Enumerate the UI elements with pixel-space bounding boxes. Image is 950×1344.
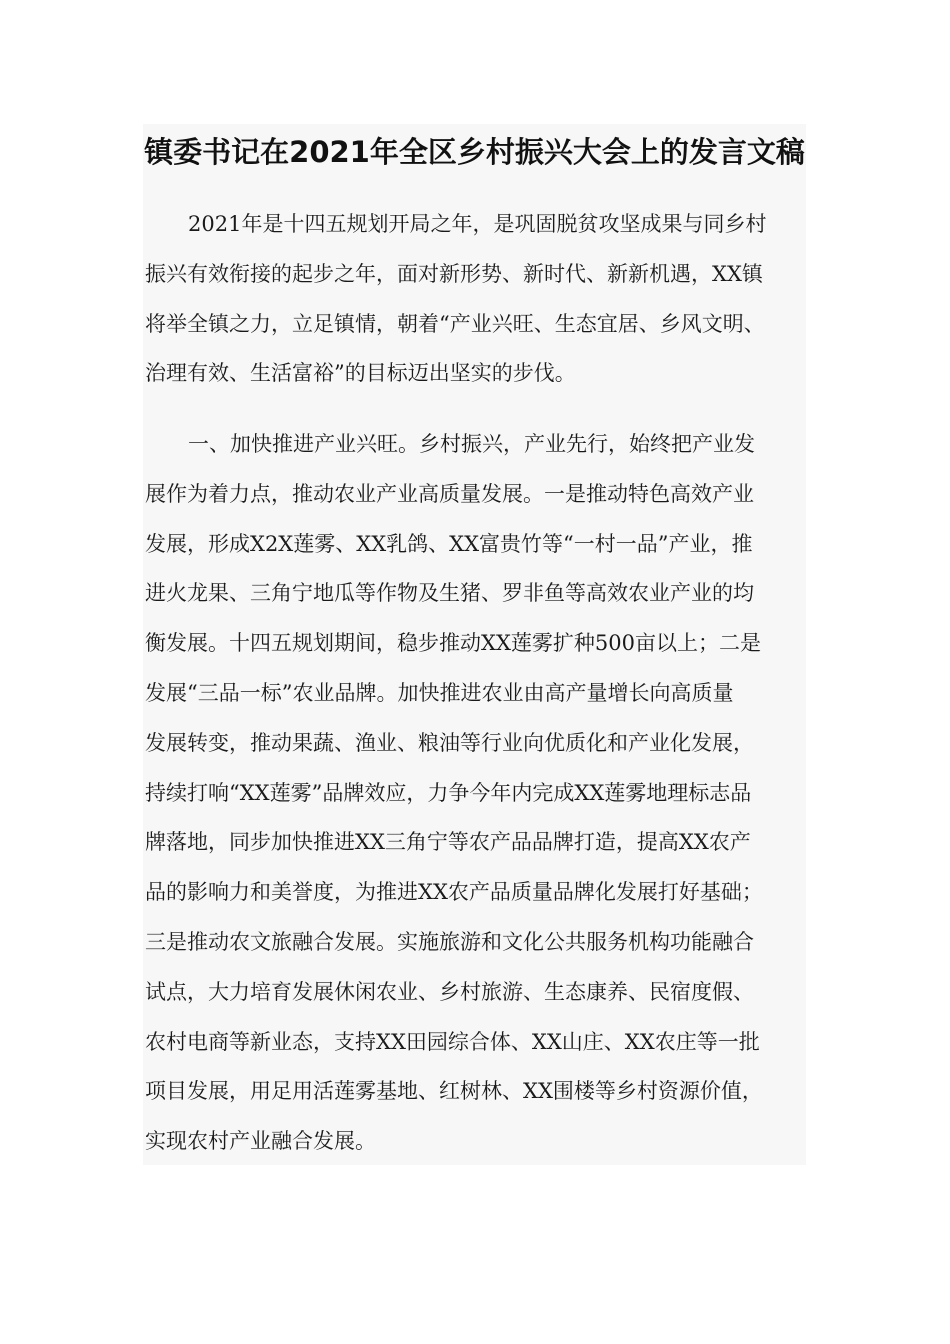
text-line: 振兴有效衔接的起步之年，面对新形势、新时代、新新机遇，XX镇 bbox=[145, 261, 763, 286]
paragraph-intro bbox=[145, 200, 815, 399]
text-line: 发展“三品一标”农业品牌。加快推进农业由高产量增长向高质量 bbox=[145, 680, 734, 705]
text-line: 农村电商等新业态，支持XX田园综合体、XX山庄、XX农庄等一批 bbox=[145, 1029, 760, 1054]
text-line: 试点，大力培育发展休闲农业、乡村旅游、生态康养、民宿度假、 bbox=[145, 979, 754, 1004]
text-line: 三是推动农文旅融合发展。实施旅游和文化公共服务机构功能融合 bbox=[145, 929, 754, 954]
text-line: 实现农村产业融合发展。 bbox=[145, 1129, 376, 1154]
text-line: 衡发展。十四五规划期间，稳步推动XX莲雾扩种500亩以上；二是 bbox=[145, 631, 761, 656]
text-line: 持续打响“XX莲雾”品牌效应，力争今年内完成XX莲雾地理标志品 bbox=[145, 780, 752, 805]
text-line: 品的影响力和美誉度，为推进XX农产品质量品牌化发展打好基础； bbox=[145, 880, 763, 905]
text-line: 发展，形成X2X莲雾、XX乳鸽、XX富贵竹等“一村一品”产业，推 bbox=[145, 531, 753, 556]
text-line: 展作为着力点，推动农业产业高质量发展。一是推动特色高效产业 bbox=[145, 481, 754, 506]
text-line: 发展转变，推动果蔬、渔业、粮油等行业向优质化和产业化发展， bbox=[145, 730, 754, 755]
text-line: 治理有效、生活富裕”的目标迈出坚实的步伐。 bbox=[145, 361, 576, 386]
paragraph-industry bbox=[145, 420, 815, 1167]
text-line: 2021年是十四五规划开局之年，是巩固脱贫攻坚成果与同乡村 bbox=[188, 212, 767, 236]
text-line: 牌落地，同步加快推进XX三角宁等农产品品牌打造，提高XX农产 bbox=[145, 830, 751, 855]
document-title: 镇委书记在2021年全区乡村振兴大会上的发言文稿 bbox=[144, 135, 805, 169]
text-line: 项目发展，用足用活莲雾基地、红树林、XX围楼等乡村资源价值， bbox=[145, 1079, 763, 1104]
text-line: 一、加快推进产业兴旺。乡村振兴，产业先行，始终把产业发 bbox=[188, 432, 755, 456]
text-line: 进火龙果、三角宁地瓜等作物及生猪、罗非鱼等高效农业产业的均 bbox=[145, 581, 754, 606]
text-line: 将举全镇之力，立足镇情，朝着“产业兴旺、生态宜居、乡风文明、 bbox=[145, 311, 765, 336]
